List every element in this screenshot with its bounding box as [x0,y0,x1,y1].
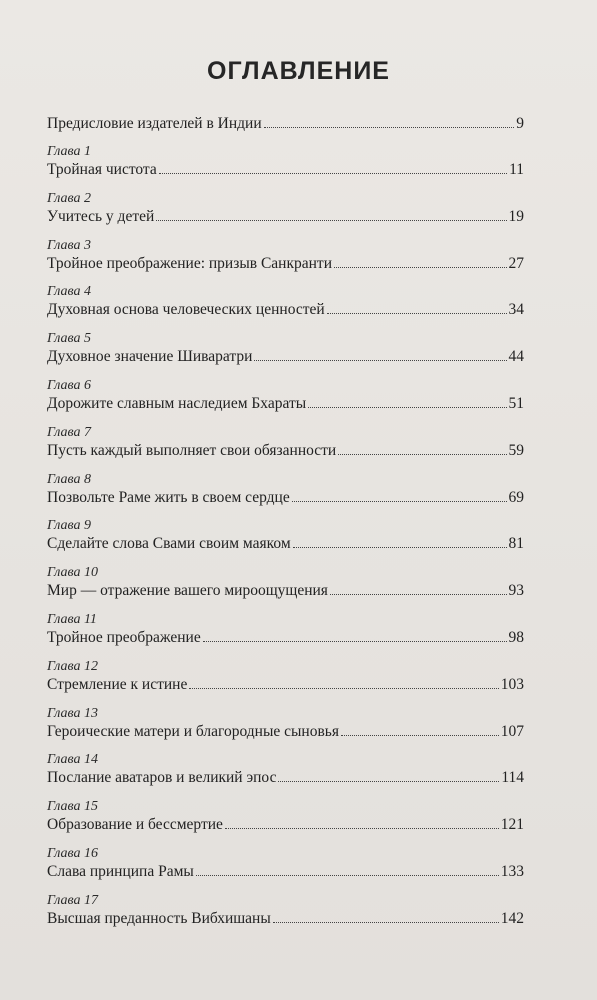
toc-entry-title: Предисловие издателей в Индии [47,115,262,132]
toc-entry-chapter [47,846,524,893]
toc-line [47,909,524,928]
toc-entry-preface [47,114,524,144]
toc-page-number: 19 [508,207,524,225]
toc-page-number: 11 [509,161,524,178]
toc-entry-chapter [47,752,524,799]
chapter-label: Глава 5 [47,331,91,347]
dot-leader [308,406,506,408]
chapter-label: Глава 6 [47,377,91,393]
toc-page-number: 44 [508,348,524,366]
toc-page-number: 121 [500,816,524,834]
toc-line [47,768,524,787]
toc-entry-chapter [47,378,524,425]
toc-page-number: 107 [500,722,524,740]
chapter-list [47,144,524,940]
toc-entry-title: Пусть каждый выполняет свои обязанности [47,441,337,459]
toc-line [47,581,524,600]
toc-page-number: 34 [508,301,524,319]
toc-line [47,207,524,226]
toc-line [47,862,524,881]
toc-line [47,722,524,741]
dot-leader [254,359,506,361]
toc-entry-chapter [47,706,524,753]
chapter-label: Глава 4 [47,284,91,300]
toc-line [47,347,524,366]
toc-page-number: 142 [500,909,524,927]
toc-entry-title: Образование и бессмертие [47,816,223,834]
table-of-contents [47,114,524,940]
toc-page-number: 98 [508,628,524,646]
chapter-label: Глава 11 [47,611,97,627]
toc-entry-chapter [47,612,524,659]
toc-entry-chapter [47,893,524,940]
toc-entry-title: Слава принципа Рамы [47,862,194,880]
toc-entry-title: Тройное преображение [47,628,201,646]
toc-entry-chapter [47,799,524,846]
toc-entry-chapter [47,284,524,331]
chapter-label: Глава 17 [47,892,98,908]
dot-leader [293,546,507,548]
toc-entry-title: Духовное значение Шиваратри [47,348,253,366]
toc-entry-chapter [47,425,524,472]
toc-page-number: 69 [508,488,524,506]
dot-leader [338,453,506,455]
toc-entry-chapter [47,518,524,565]
chapter-label: Глава 2 [47,190,91,206]
dot-leader [273,921,499,923]
chapter-label: Глава 14 [47,752,98,768]
toc-page-number: 81 [508,535,524,553]
toc-page-number: 133 [500,862,524,880]
toc-entry-chapter [47,144,524,191]
dot-leader [292,500,507,502]
chapter-label: Глава 10 [47,565,98,581]
dot-leader [203,640,507,642]
toc-entry-title: Дорожите славным наследием Бхараты [47,394,307,412]
toc-line [47,628,524,647]
toc-line [47,441,524,460]
dot-leader [159,172,507,174]
toc-entry-chapter [47,472,524,519]
toc-line [47,254,524,273]
toc-line [47,534,524,553]
chapter-label: Глава 3 [47,237,91,253]
dot-leader [278,780,499,782]
toc-entry-title: Стремление к истине [47,675,188,693]
toc-line [47,300,524,319]
toc-line [47,114,524,133]
toc-line [47,815,524,834]
toc-entry-title: Мир — отражение вашего мироощущения [47,582,328,600]
toc-page-number: 51 [508,394,524,412]
toc-entry-chapter [47,191,524,238]
dot-leader [196,874,499,876]
dot-leader [327,312,507,314]
dot-leader [341,734,499,736]
dot-leader [264,126,515,128]
toc-entry-title: Учитесь у детей [47,207,155,225]
page-title: ОГЛАВЛЕНИЕ [207,57,390,85]
chapter-label: Глава 8 [47,471,91,487]
toc-entry-title: Сделайте слова Свами своим маяком [47,535,291,553]
toc-entry-chapter [47,659,524,706]
toc-entry-chapter [47,238,524,285]
dot-leader [225,827,499,829]
chapter-label: Глава 7 [47,424,91,440]
toc-page-number: 93 [508,582,524,600]
toc-line [47,160,524,179]
toc-entry-title: Героические матери и благородные сыновья [47,722,339,740]
dot-leader [156,219,506,221]
toc-entry-chapter [47,565,524,612]
toc-entry-title: Высшая преданность Вибхишаны [47,909,271,927]
chapter-label: Глава 1 [47,144,91,159]
dot-leader [189,687,498,689]
chapter-label: Глава 12 [47,658,98,674]
toc-page-number: 9 [516,115,524,132]
toc-entry-title: Тройное преображение: призыв Санкранти [47,254,332,272]
toc-entry-title: Духовная основа человеческих ценностей [47,301,325,319]
toc-page-number: 59 [508,441,524,459]
toc-page-number: 27 [508,254,524,272]
toc-entry-chapter [47,331,524,378]
toc-page-number: 114 [501,769,524,787]
toc-entry-title: Послание аватаров и великий эпос [47,769,277,787]
dot-leader [330,593,507,595]
toc-line [47,488,524,507]
chapter-label: Глава 15 [47,799,98,815]
toc-line [47,394,524,413]
chapter-label: Глава 13 [47,705,98,721]
chapter-label: Глава 16 [47,845,98,861]
toc-page-number: 103 [500,675,524,693]
toc-entry-title: Позвольте Раме жить в своем сердце [47,488,290,506]
chapter-label: Глава 9 [47,518,91,534]
dot-leader [334,266,507,268]
toc-entry-title: Тройная чистота [47,161,157,178]
toc-line [47,675,524,694]
